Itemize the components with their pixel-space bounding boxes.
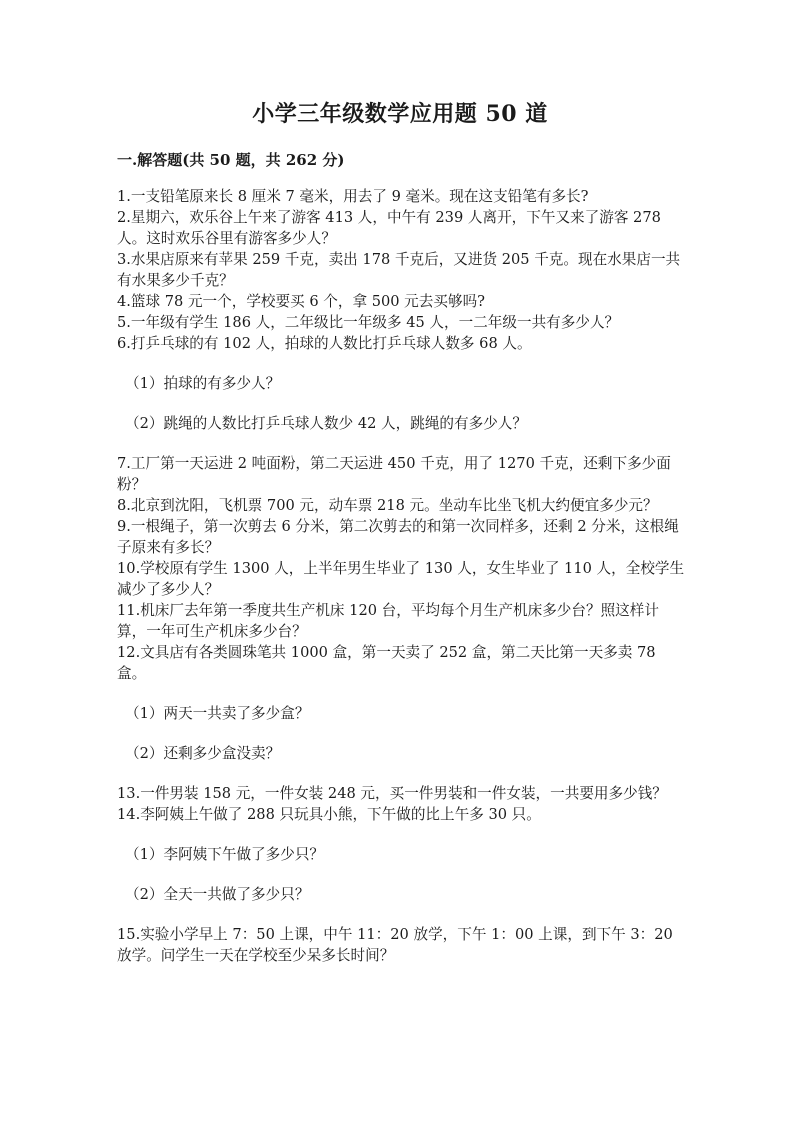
question-9: 9.一根绳子，第一次剪去 6 分米，第二次剪去的和第一次同样多，还剩 2 分米，这根绳子原来有多长？ — [117, 518, 679, 556]
question-12: 12.文具店有各类圆珠笔共 1000 盒，第一天卖了 252 盒，第二天比第一天多卖 78 盒。 — [117, 644, 656, 682]
section-heading: 一.解答题(共 50 题，共 262 分) — [117, 151, 345, 169]
question-6-part-2: （2）跳绳的人数比打乒乓球人数少 42 人，跳绳的有多少人？ — [125, 415, 527, 432]
question-2: 2.星期六，欢乐谷上午来了游客 413 人，中午有 239 人离开，下午又来了游客 278 人。这时欢乐谷里有游客多少人？ — [117, 209, 661, 247]
question-list — [117, 186, 687, 966]
question-6: 6.打乒乓球的有 102 人，拍球的人数比打乒乓球人数多 68 人。 — [117, 335, 532, 352]
question-5: 5.一年级有学生 186 人，二年级比一年级多 45 人，一二年级一共有多少人？ — [117, 314, 620, 331]
question-10: 10.学校原有学生 1300 人，上半年男生毕业了 130 人，女生毕业了 110 人，全校学生减少了多少人？ — [117, 560, 685, 598]
question-14-part-1: （1）李阿姨下午做了多少只？ — [125, 846, 325, 863]
question-11: 11.机床厂去年第一季度共生产机床 120 台，平均每个月生产机床多少台？照这样计算，一年可生产机床多少台？ — [117, 602, 659, 640]
question-6-part-1: （1）拍球的有多少人？ — [125, 375, 281, 392]
question-8: 8.北京到沈阳，飞机票 700 元，动车票 218 元。坐动车比坐飞机大约便宜多少元？ — [117, 497, 658, 514]
question-12-part-1: （1）两天一共卖了多少盒？ — [125, 705, 310, 722]
question-14: 14.李阿姨上午做了 288 只玩具小熊，下午做的比上午多 30 只。 — [117, 806, 541, 823]
page-title: 小学三年级数学应用题 50 道 — [252, 101, 548, 127]
question-14-part-2: （2）全天一共做了多少只？ — [125, 886, 310, 903]
question-12-part-2: （2）还剩多少盒没卖？ — [125, 745, 281, 762]
question-4: 4.篮球 78 元一个，学校要买 6 个，拿 500 元去买够吗? — [117, 293, 485, 310]
question-7: 7.工厂第一天运进 2 吨面粉，第二天运进 450 千克，用了 1270 千克，还剩下多少面粉？ — [117, 455, 671, 493]
question-13: 13.一件男装 158 元，一件女装 248 元，买一件男装和一件女装，一共要用多少钱？ — [117, 785, 667, 802]
question-3: 3.水果店原来有苹果 259 千克，卖出 178 千克后，又进货 205 千克。现在水果店一共有水果多少千克？ — [117, 251, 681, 289]
question-1: 1.一支铅笔原来长 8 厘米 7 毫米，用去了 9 毫米。现在这支铅笔有多长? — [117, 188, 589, 205]
question-15: 15.实验小学早上 7：50 上课，中午 11：20 放学，下午 1：00 上课，到下午 3：20 放学。问学生一天在学校至少呆多长时间？ — [117, 926, 673, 964]
